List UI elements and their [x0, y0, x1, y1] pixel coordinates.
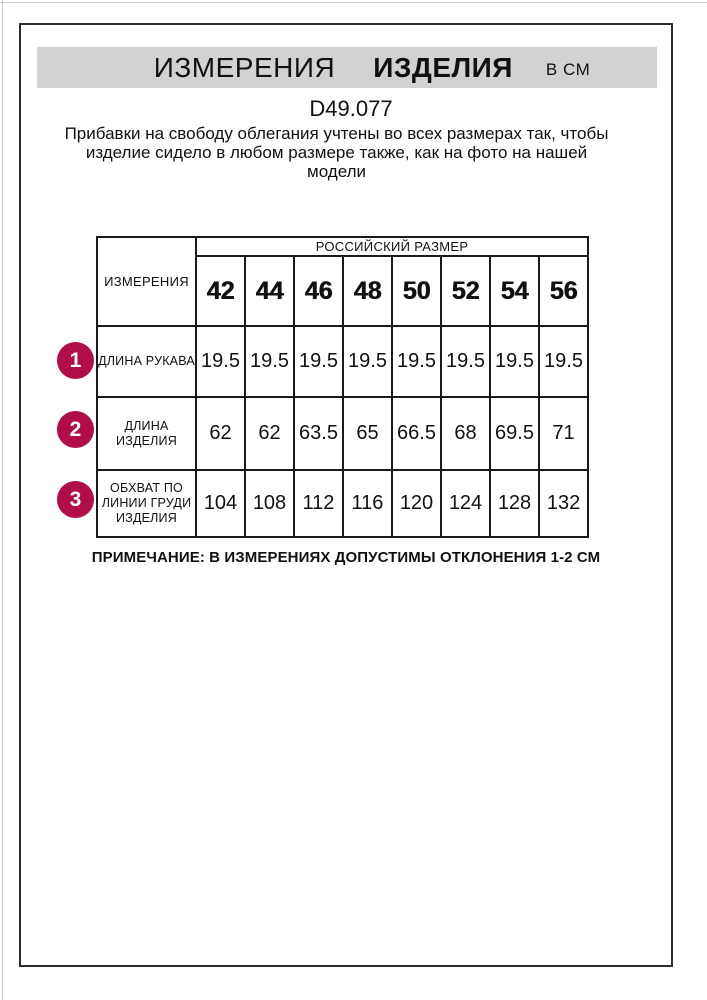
cell-value: 104 [196, 470, 245, 537]
size-header: 54 [490, 256, 539, 326]
table-row-chest-girth [97, 470, 588, 537]
table-row-sleeve-length [97, 326, 588, 397]
cell-value: 19.5 [245, 326, 294, 397]
table-row-product-length [97, 397, 588, 470]
cell-value: 19.5 [441, 326, 490, 397]
cell-value: 116 [343, 470, 392, 537]
size-header: 56 [539, 256, 588, 326]
product-code: D49.077 [309, 96, 393, 121]
cell-value: 62 [196, 397, 245, 470]
cell-value: 62 [245, 397, 294, 470]
cell-value: 68 [441, 397, 490, 470]
scan-edge-left [2, 0, 3, 1000]
size-table [96, 236, 589, 538]
table-header-row [97, 237, 588, 256]
scan-edge-top [0, 2, 707, 3]
cell-value: 19.5 [343, 326, 392, 397]
cell-value: 128 [490, 470, 539, 537]
cell-value: 19.5 [392, 326, 441, 397]
row-number-badge-1: 1 [57, 342, 94, 379]
cell-value: 108 [245, 470, 294, 537]
cell-value: 65 [343, 397, 392, 470]
row-number-badge-3: 3 [57, 481, 94, 518]
size-header: 44 [245, 256, 294, 326]
cell-value: 66.5 [392, 397, 441, 470]
cell-value: 112 [294, 470, 343, 537]
size-header: 52 [441, 256, 490, 326]
title-word-measurements: ИЗМЕРЕНИЯ [153, 51, 336, 83]
cell-value: 63.5 [294, 397, 343, 470]
size-group-header: РОССИЙСКИЙ РАЗМЕР [196, 237, 588, 256]
row-number-badge-2: 2 [57, 411, 94, 448]
size-header: 50 [392, 256, 441, 326]
row-label: ДЛИНА РУКАВА [97, 326, 196, 397]
row-label: ОБХВАТ ПО ЛИНИИ ГРУДИ ИЗДЕЛИЯ [97, 470, 196, 537]
cell-value: 19.5 [196, 326, 245, 397]
cell-value: 69.5 [490, 397, 539, 470]
cell-value: 19.5 [539, 326, 588, 397]
title-banner [37, 47, 657, 88]
size-header: 48 [343, 256, 392, 326]
title-units-label: В СМ [545, 59, 591, 79]
cell-value: 124 [441, 470, 490, 537]
title-word-product: ИЗДЕЛИЯ [373, 51, 513, 83]
size-header: 42 [196, 256, 245, 326]
row-label: ДЛИНА ИЗДЕЛИЯ [97, 397, 196, 470]
cell-value: 19.5 [294, 326, 343, 397]
size-header: 46 [294, 256, 343, 326]
cell-value: 71 [539, 397, 588, 470]
note-text: ПРИМЕЧАНИЕ: В ИЗМЕРЕНИЯХ ДОПУСТИМЫ ОТКЛОНЕНИЯ 1-2 СМ [91, 549, 601, 566]
cell-value: 132 [539, 470, 588, 537]
intro-text: Прибавки на свободу облегания учтены во всех размерах так, чтобы изделие сидело в любом размере также, как на фото на нашей модели [64, 124, 609, 181]
measurements-column-header: ИЗМЕРЕНИЯ [97, 237, 196, 326]
cell-value: 19.5 [490, 326, 539, 397]
cell-value: 120 [392, 470, 441, 537]
